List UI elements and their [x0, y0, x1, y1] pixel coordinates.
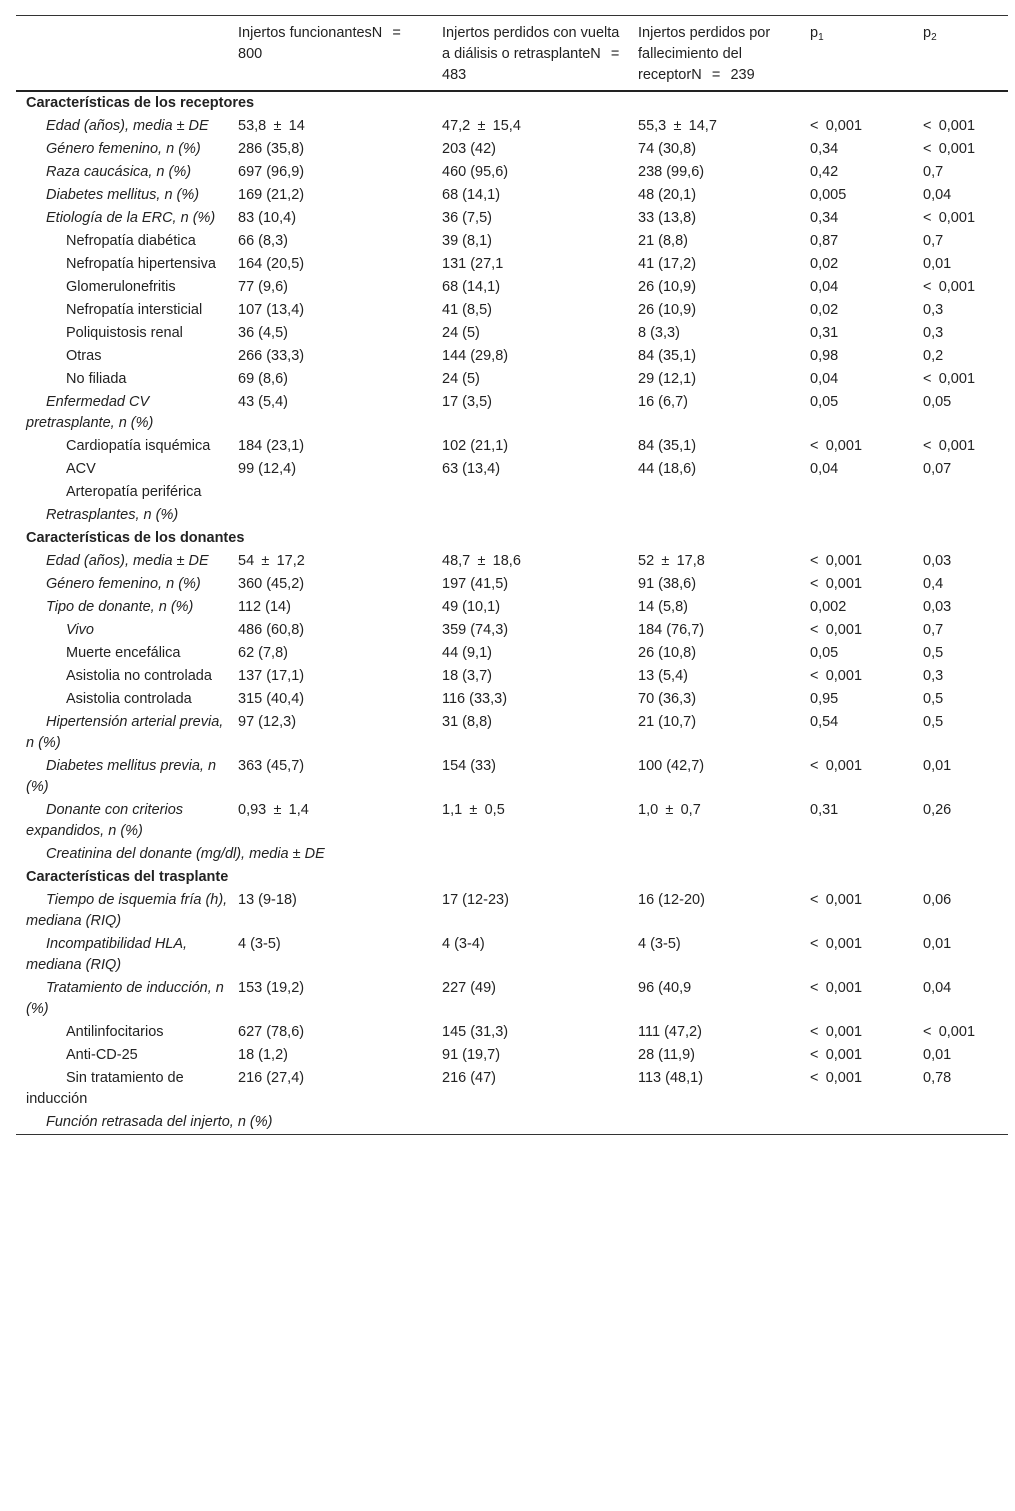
row-label: No filiada: [66, 371, 127, 387]
table-cell: 286 (35,8): [238, 141, 305, 157]
table-cell: 26 (10,9): [638, 279, 697, 295]
table-cell: 77 (9,6): [238, 279, 288, 295]
table-cell: < 0,001: [810, 758, 863, 774]
table-cell: 91 (38,6): [638, 576, 697, 592]
table-row: [16, 276, 1008, 299]
table-row: [16, 230, 1008, 253]
table-cell: 16 (6,7): [638, 394, 688, 410]
table-row: [16, 843, 1008, 866]
table-row: [16, 665, 1008, 688]
table-cell: 0,34: [810, 210, 839, 226]
table-cell: 74 (30,8): [638, 141, 697, 157]
table-cell: 266 (33,3): [238, 348, 305, 364]
table-cell: 26 (10,8): [638, 645, 697, 661]
row-label: Función retrasada del injerto, n (%): [16, 1111, 1008, 1135]
table-row: [16, 1044, 1008, 1067]
table-cell: 0,05: [923, 394, 952, 410]
table-cell: 47,2 ± 15,4: [442, 118, 521, 134]
row-label: Poliquistosis renal: [66, 325, 183, 341]
table-cell: 0,26: [923, 802, 952, 818]
table-cell: 627 (78,6): [238, 1024, 305, 1040]
table-row: [16, 573, 1008, 596]
header-cell: [16, 16, 234, 92]
table-cell: 52 ± 17,8: [638, 553, 705, 569]
table-row: [16, 458, 1008, 481]
table-cell: 4 (3-5): [638, 936, 681, 952]
row-label: Creatinina del donante (mg/dl), media ± DE: [46, 846, 325, 862]
table-cell: 0,5: [923, 691, 944, 707]
table-cell: [804, 481, 917, 504]
table-cell: 68 (14,1): [442, 187, 501, 203]
table-cell: 0,05: [810, 645, 839, 661]
subscript: 1: [818, 32, 824, 43]
row-label: Género femenino, n (%): [46, 576, 201, 592]
table-cell: 21 (10,7): [638, 714, 697, 730]
table-cell: 227 (49): [442, 980, 497, 996]
table-cell: 0,005: [810, 187, 847, 203]
table-row: [16, 481, 1008, 504]
table-row: [16, 161, 1008, 184]
table-cell: [917, 481, 1008, 504]
table-cell: 17 (12-23): [442, 892, 509, 908]
table-cell: 8 (3,3): [638, 325, 680, 341]
table-cell: 0,3: [923, 668, 944, 684]
table-row: [16, 391, 1008, 435]
table-cell: 0,78: [923, 1070, 952, 1086]
table-cell: < 0,001: [923, 210, 976, 226]
table-cell: 99 (12,4): [238, 461, 297, 477]
row-label: Antilinfocitarios: [66, 1024, 164, 1040]
table-cell: [434, 481, 630, 504]
row-label: Raza caucásica, n (%): [46, 164, 192, 180]
table-cell: 84 (35,1): [638, 438, 697, 454]
table-cell: < 0,001: [810, 936, 863, 952]
table-cell: < 0,001: [810, 1070, 863, 1086]
row-label: Diabetes mellitus, n (%): [46, 187, 200, 203]
table-row: [16, 322, 1008, 345]
table-row: [16, 711, 1008, 755]
table-cell: 145 (31,3): [442, 1024, 509, 1040]
table-cell: 0,04: [810, 371, 839, 387]
table-cell: 0,02: [810, 256, 839, 272]
table-cell: 66 (8,3): [238, 233, 288, 249]
table-row: [16, 799, 1008, 843]
table-cell: 169 (21,2): [238, 187, 305, 203]
subscript: 2: [931, 32, 937, 43]
table-cell: 4 (3-4): [442, 936, 485, 952]
table-cell: 0,31: [810, 802, 839, 818]
table-row: [16, 368, 1008, 391]
table-cell: 0,4: [923, 576, 944, 592]
table-cell: 28 (11,9): [638, 1047, 695, 1063]
table-cell: 53,8 ± 14: [238, 118, 305, 134]
table-cell: 111 (47,2): [638, 1024, 702, 1040]
row-label: Donante con criterios expandidos, n (%): [26, 802, 184, 839]
table-cell: 0,04: [810, 279, 839, 295]
row-label: Nefropatía diabética: [66, 233, 196, 249]
table-cell: 359 (74,3): [442, 622, 509, 638]
row-label: Asistolia no controlada: [66, 668, 212, 684]
table-cell: < 0,001: [923, 371, 976, 387]
table-cell: 486 (60,8): [238, 622, 305, 638]
table-cell: < 0,001: [810, 118, 863, 134]
table-row: [16, 977, 1008, 1021]
table-cell: 0,03: [923, 599, 952, 615]
table-row: [16, 889, 1008, 933]
section-header-row: [16, 866, 1008, 889]
table-cell: 44 (18,6): [638, 461, 697, 477]
table-cell: < 0,001: [810, 980, 863, 996]
table-cell: 184 (76,7): [638, 622, 705, 638]
table-cell: 91 (19,7): [442, 1047, 501, 1063]
table-cell: 0,98: [810, 348, 839, 364]
header-cell: $p_2$: [917, 16, 1008, 92]
table-row: [16, 253, 1008, 276]
table-cell: 1,1 ± 0,5: [442, 802, 505, 818]
table-cell: 460 (95,6): [442, 164, 509, 180]
table-cell: 0,93 ± 1,4: [238, 802, 309, 818]
row-label: Anti-CD-25: [66, 1047, 138, 1063]
table-cell: 216 (27,4): [238, 1070, 305, 1086]
row-label: Otras: [66, 348, 102, 364]
table-row: [16, 596, 1008, 619]
table-cell: 17 (3,5): [442, 394, 492, 410]
table-cell: 18 (1,2): [238, 1047, 288, 1063]
table-cell: 137 (17,1): [238, 668, 305, 684]
table-cell: [234, 504, 434, 527]
table-cell: 0,95: [810, 691, 839, 707]
table-cell: 0,31: [810, 325, 839, 341]
table-cell: 44 (9,1): [442, 645, 492, 661]
table-cell: 0,01: [923, 936, 952, 952]
table-cell: 0,54: [810, 714, 839, 730]
table-cell: 0,7: [923, 622, 944, 638]
table-cell: 184 (23,1): [238, 438, 305, 454]
row-label: Muerte encefálica: [66, 645, 181, 661]
table-cell: 13 (9-18): [238, 892, 297, 908]
table-row: [16, 642, 1008, 665]
table-cell: 41 (8,5): [442, 302, 492, 318]
table-cell: 0,05: [810, 394, 839, 410]
table-cell: 100 (42,7): [638, 758, 705, 774]
table-cell: 363 (45,7): [238, 758, 305, 774]
section-header-row: [16, 91, 1008, 115]
table-cell: 360 (45,2): [238, 576, 305, 592]
table-cell: 29 (12,1): [638, 371, 697, 387]
table-cell: < 0,001: [923, 118, 976, 134]
table-row: [16, 619, 1008, 642]
row-label: Enfermedad CV pretrasplante, n (%): [26, 394, 154, 431]
table-cell: 0,3: [923, 325, 944, 341]
table-cell: < 0,001: [810, 892, 863, 908]
table-cell: 164 (20,5): [238, 256, 305, 272]
table-cell: 197 (41,5): [442, 576, 509, 592]
row-label: Asistolia controlada: [66, 691, 192, 707]
header-cell: Injertos perdidos con vuelta a diálisis o retrasplanteN = 483: [434, 16, 630, 92]
table-row: [16, 299, 1008, 322]
table-cell: 14 (5,8): [638, 599, 688, 615]
table-cell: 24 (5): [442, 371, 480, 387]
section-title: Características de los receptores: [26, 95, 255, 111]
table-cell: 43 (5,4): [238, 394, 288, 410]
table-cell: 39 (8,1): [442, 233, 492, 249]
table-cell: 0,34: [810, 141, 839, 157]
table-cell: 0,01: [923, 758, 952, 774]
table-cell: 31 (8,8): [442, 714, 492, 730]
table-cell: 48,7 ± 18,6: [442, 553, 521, 569]
table-row: [16, 115, 1008, 138]
table-cell: 70 (36,3): [638, 691, 697, 707]
row-label: Glomerulonefritis: [66, 279, 176, 295]
table-row: [16, 435, 1008, 458]
row-label: Nefropatía intersticial: [66, 302, 203, 318]
table-cell: 112 (14): [238, 599, 291, 615]
table-cell: 4 (3-5): [238, 936, 281, 952]
table-row: [16, 504, 1008, 527]
table-cell: 0,002: [810, 599, 847, 615]
table-cell: 0,3: [923, 302, 944, 318]
table-cell: 0,06: [923, 892, 952, 908]
table-cell: 55,3 ± 14,7: [638, 118, 717, 134]
table-cell: 83 (10,4): [238, 210, 297, 226]
table-cell: < 0,001: [923, 141, 976, 157]
table-cell: 68 (14,1): [442, 279, 501, 295]
table-cell: 63 (13,4): [442, 461, 501, 477]
table-row: [16, 550, 1008, 573]
table-cell: 203 (42): [442, 141, 497, 157]
table-cell: < 0,001: [810, 622, 863, 638]
table-cell: [917, 504, 1008, 527]
table-cell: 113 (48,1): [638, 1070, 704, 1086]
header-cell: Injertos perdidos por fallecimiento del receptorN = 239: [630, 16, 804, 92]
table-cell: [434, 504, 630, 527]
table-cell: 33 (13,8): [638, 210, 697, 226]
table-row: [16, 1021, 1008, 1044]
table-cell: 0,01: [923, 1047, 952, 1063]
table-cell: 0,7: [923, 233, 944, 249]
table-cell: 1,0 ± 0,7: [638, 802, 701, 818]
table-cell: 24 (5): [442, 325, 480, 341]
table-cell: 315 (40,4): [238, 691, 305, 707]
table-row: [16, 184, 1008, 207]
table-cell: 0,42: [810, 164, 839, 180]
row-label: ACV: [66, 461, 96, 477]
table-cell: 238 (99,6): [638, 164, 705, 180]
table-cell: 48 (20,1): [638, 187, 697, 203]
table-cell: 0,04: [923, 980, 952, 996]
row-label: Tiempo de isquemia fría (h), mediana (RIQ): [26, 892, 228, 929]
table-cell: 0,04: [810, 461, 839, 477]
table-cell: < 0,001: [810, 576, 863, 592]
row-label: Diabetes mellitus previa, n (%): [26, 758, 217, 795]
table-cell: 0,2: [923, 348, 944, 364]
row-label: Tratamiento de inducción, n (%): [26, 980, 224, 1017]
row-label: Género femenino, n (%): [46, 141, 201, 157]
table-cell: 26 (10,9): [638, 302, 697, 318]
table-cell: 0,5: [923, 645, 944, 661]
section-title: Características de los donantes: [26, 530, 245, 546]
table-cell: < 0,001: [810, 438, 863, 454]
table-cell: 107 (13,4): [238, 302, 305, 318]
table-cell: 36 (7,5): [442, 210, 492, 226]
table-cell: 216 (47): [442, 1070, 497, 1086]
table-cell: [630, 481, 804, 504]
table-cell: 96 (40,9: [638, 980, 692, 996]
table-cell: < 0,001: [810, 1047, 863, 1063]
table-cell: 144 (29,8): [442, 348, 509, 364]
row-label: Etiología de la ERC, n (%): [46, 210, 216, 226]
table-row: [16, 755, 1008, 799]
table-row: [16, 1067, 1008, 1111]
table-cell: 36 (4,5): [238, 325, 288, 341]
table-cell: 0,04: [923, 187, 952, 203]
table-cell: 13 (5,4): [638, 668, 688, 684]
row-label: Sin tratamiento de inducción: [26, 1070, 184, 1107]
table-cell: 49 (10,1): [442, 599, 501, 615]
table-cell: 21 (8,8): [638, 233, 688, 249]
table-cell: 0,02: [810, 302, 839, 318]
section-title: Características del trasplante: [26, 869, 229, 885]
row-label: Arteropatía periférica: [66, 484, 202, 500]
table-row: [16, 345, 1008, 368]
row-label: Incompatibilidad HLA, mediana (RIQ): [26, 936, 188, 973]
table-cell: [804, 504, 917, 527]
row-label: Edad (años), media ± DE: [46, 118, 209, 134]
table-cell: < 0,001: [923, 279, 976, 295]
row-label: Hipertensión arterial previa, n (%): [26, 714, 224, 751]
table-cell: 16 (12-20): [638, 892, 705, 908]
table-cell: [234, 481, 434, 504]
table-cell: 18 (3,7): [442, 668, 492, 684]
table-cell: < 0,001: [923, 1024, 976, 1040]
row-label: Tipo de donante, n (%): [46, 599, 194, 615]
table-cell: 154 (33): [442, 758, 497, 774]
table-cell: 0,01: [923, 256, 952, 272]
row-label: Nefropatía hipertensiva: [66, 256, 216, 272]
row-label: Cardiopatía isquémica: [66, 438, 211, 454]
row-label: Vivo: [66, 622, 94, 638]
table-cell: 153 (19,2): [238, 980, 305, 996]
table-cell: 69 (8,6): [238, 371, 288, 387]
table-cell: 116 (33,3): [442, 691, 508, 707]
table-cell: < 0,001: [810, 553, 863, 569]
table-cell: 0,7: [923, 164, 944, 180]
table-cell: < 0,001: [810, 1024, 863, 1040]
table-cell: 54 ± 17,2: [238, 553, 305, 569]
table-cell: 97 (12,3): [238, 714, 297, 730]
table-row: [16, 207, 1008, 230]
header-row: [16, 16, 1008, 92]
table-row: [16, 933, 1008, 977]
row-label: Edad (años), media ± DE: [46, 553, 209, 569]
header-cell: Injertos funcionantesN = 800: [234, 16, 434, 92]
table-cell: 0,5: [923, 714, 944, 730]
table-cell: 41 (17,2): [638, 256, 697, 272]
table-cell: < 0,001: [923, 438, 976, 454]
table-cell: 84 (35,1): [638, 348, 697, 364]
table-row: [16, 138, 1008, 161]
table-row: [16, 688, 1008, 711]
table-cell: < 0,001: [810, 668, 863, 684]
table-row: [16, 1111, 1008, 1135]
table-cell: 62 (7,8): [238, 645, 288, 661]
row-label: Retrasplantes, n (%): [46, 507, 179, 523]
table-cell: [630, 504, 804, 527]
table-cell: 0,87: [810, 233, 839, 249]
results-table: [16, 15, 1008, 1135]
table-cell: 102 (21,1): [442, 438, 509, 454]
section-header-row: [16, 527, 1008, 550]
table-cell: 697 (96,9): [238, 164, 305, 180]
table-cell: 0,03: [923, 553, 952, 569]
header-cell: $p_1$: [804, 16, 917, 92]
table-cell: 0,07: [923, 461, 952, 477]
table-cell: 131 (27,1: [442, 256, 504, 272]
